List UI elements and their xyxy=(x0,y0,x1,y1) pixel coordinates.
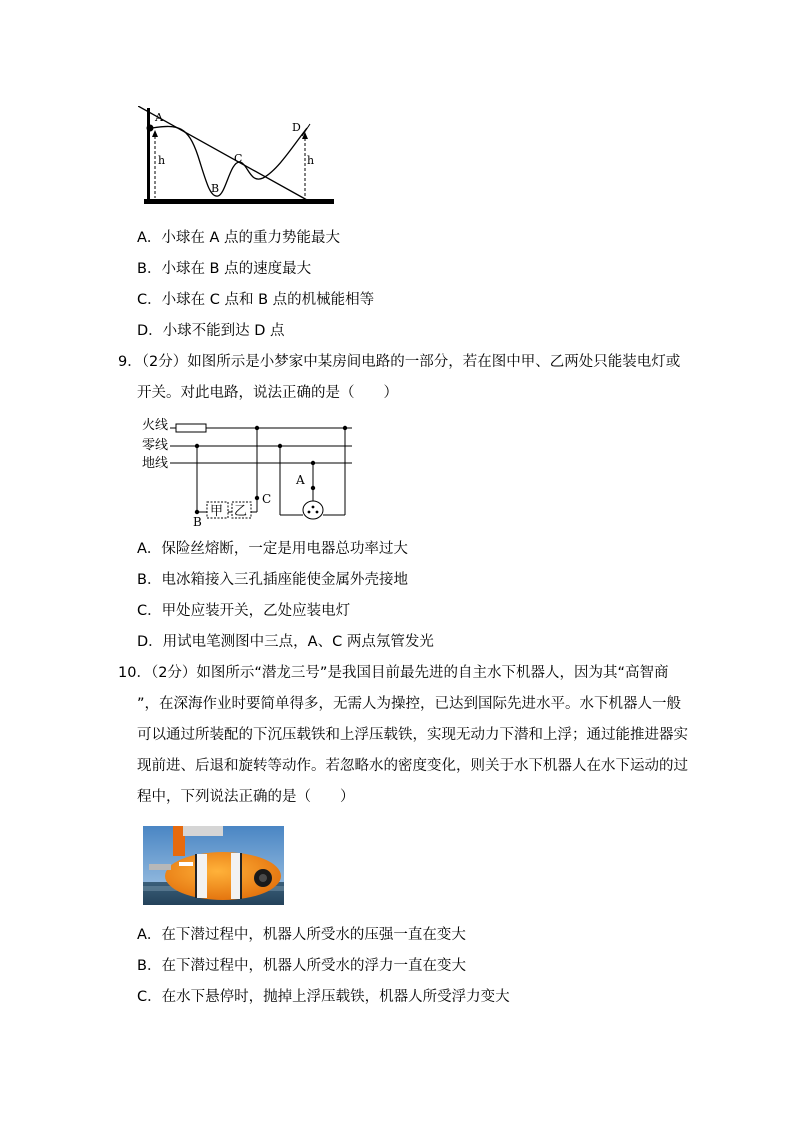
q10-stem-line-2: ”，在深海作业时要简单得多，无需人为操控，已达到国际先进水平。水下机器人一般 xyxy=(137,696,682,712)
label-point-a: A xyxy=(296,473,305,487)
fuse xyxy=(176,424,206,432)
q9-stem-line-1: 9．（2分）如图所示是小梦家中某房间电路的一部分，若在图中甲、乙两处只能装电灯或 xyxy=(118,354,681,370)
q8-track-figure xyxy=(138,106,338,212)
q8-option-c: C．小球在 C 点和 B 点的机械能相等 xyxy=(137,292,375,308)
label-b: B xyxy=(211,182,220,195)
q10-stem-line-1: 10．（2分）如图所示“潜龙三号”是我国目前最先进的自主水下机器人，因为其“高智商 xyxy=(118,665,669,681)
q10-stem-line-3: 可以通过所装配的下沉压载铁和上浮压载铁，实现无动力下潜和上浮；通过能推进器实 xyxy=(137,727,688,743)
live-wire-label: 火线 xyxy=(142,418,169,433)
q8-option-d: D．小球不能到达 D 点 xyxy=(137,323,285,339)
q10-option-b: B．在下潜过程中，机器人所受水的浮力一直在变大 xyxy=(137,958,466,974)
node-live-branch xyxy=(255,426,259,430)
q9-option-a: A．保险丝熔断，一定是用电器总功率过大 xyxy=(137,541,408,557)
left-post xyxy=(147,108,150,201)
label-point-b: B xyxy=(193,515,202,529)
track-curve xyxy=(152,126,307,196)
label-a: A xyxy=(155,111,163,124)
q9-option-b: B．电冰箱接入三孔插座能使金属外壳接地 xyxy=(137,572,408,588)
q10-stem-line-5: 程中，下列说法正确的是（ ） xyxy=(137,789,355,805)
q9-option-d: D．用试电笔测图中三点，A、C 两点氖管发光 xyxy=(137,634,434,650)
jia-label: 甲 xyxy=(210,504,224,519)
q10-option-a: A．在下潜过程中，机器人所受水的压强一直在变大 xyxy=(137,927,466,943)
socket-pin-top xyxy=(312,506,315,509)
q9-circuit-figure xyxy=(140,412,360,530)
robot-photo xyxy=(143,826,284,905)
neutral-wire-label: 零线 xyxy=(142,438,169,453)
label-d: D xyxy=(292,121,301,134)
point-a xyxy=(311,486,315,490)
node-live-socket xyxy=(343,426,347,430)
d-tick xyxy=(302,124,310,136)
socket-pin-left xyxy=(308,511,311,514)
ball xyxy=(147,125,154,132)
label-point-c: C xyxy=(262,492,272,506)
label-c: C xyxy=(234,152,243,165)
q10-option-c: C．在水下悬停时，抛掉上浮压载铁，机器人所受浮力变大 xyxy=(137,989,510,1005)
q8-option-b: B．小球在 B 点的速度最大 xyxy=(137,261,312,277)
yi-label: 乙 xyxy=(234,504,248,519)
q8-option-a: A．小球在 A 点的重力势能最大 xyxy=(137,230,341,246)
ground-wire-label: 地线 xyxy=(142,456,169,471)
socket-pin-right xyxy=(316,511,319,514)
label-h-left: h xyxy=(158,154,166,167)
right-post xyxy=(138,106,307,200)
q9-option-c: C．甲处应装开关，乙处应装电灯 xyxy=(137,603,351,619)
q10-stem-line-4: 现前进、后退和旋转等动作。若忽略水的密度变化，则关于水下机器人在水下运动的过 xyxy=(137,758,688,774)
three-pin-socket xyxy=(303,501,323,519)
label-h-right: h xyxy=(307,154,315,167)
h-left-arrowhead xyxy=(152,130,158,137)
point-c xyxy=(255,496,259,500)
q9-stem-line-2: 开关。对此电路，说法正确的是（ ） xyxy=(137,385,398,401)
